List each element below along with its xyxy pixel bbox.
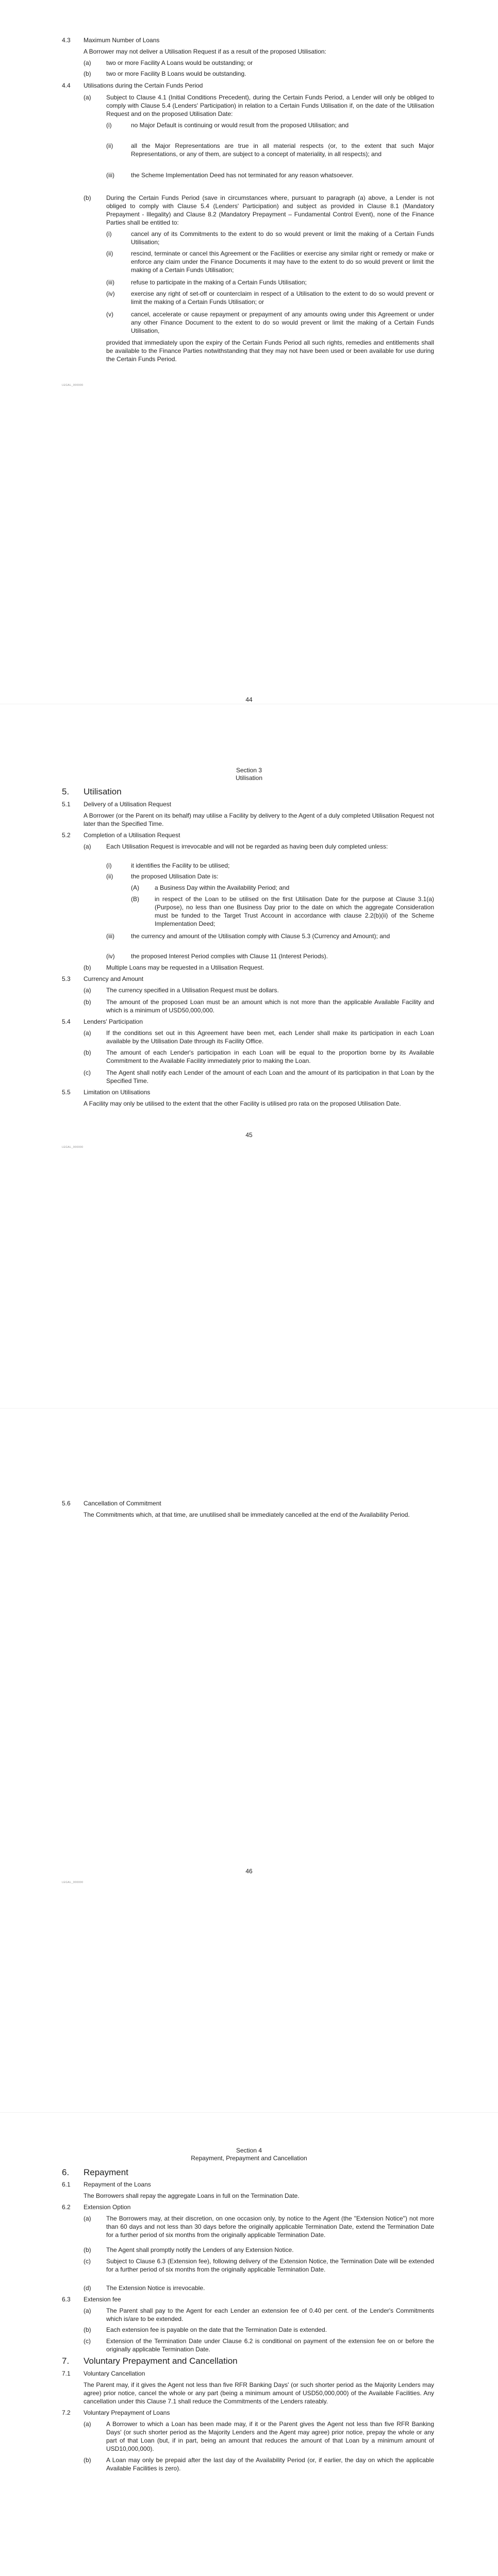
clause-number: 5.5 [62,1089,71,1096]
para-text: rescind, terminate or cancel this Agreement or the Facilities or exercise any similar right or remedy or make or enforce any claim under the Finance Documents it may have to the extent to do so would prevent or limit the making of a Certain Funds Utilisation; [131,250,434,274]
clause-text: A Borrower may not deliver a Utilisation Request if as a result of the proposed Utilisation: [84,48,326,55]
para-text: it identifies the Facility to be utilised; [131,862,230,869]
clause-number: 5.6 [62,1500,71,1507]
para-number: (d) [84,2284,91,2292]
heading-number: 6. [62,2167,70,2177]
para-text: all the Major Representations are true in all material respects (or, to the extent that such Major Representations, or any of them, are subject to a concept of materiality, in all respects); and [131,142,434,158]
para-number: (i) [106,862,112,869]
page-footer: LEGAL_000000 [62,384,84,387]
para-text: refuse to participate in the making of a Certain Funds Utilisation; [131,279,307,286]
heading-number: 5. [62,787,70,796]
clause-number: 5.3 [62,975,71,982]
page-number: 45 [245,1131,253,1139]
para-number: (a) [84,987,91,994]
para-number: (b) [84,2246,91,2253]
para-text: cancel any of its Commitments to the extent to do so would prevent or limit the making of a Certain Funds Utilisation; [131,230,434,246]
para-text: Subject to Clause 4.1 (Initial Conditions Precedent), during the Certain Funds Period, a Lender will only be obliged to comply with Clause 5.4 (Lenders' Participation) in relation to a Certain Funds Utilisation if, on the date of the Utilisation Request and on the proposed Utilisation Date: [106,94,434,117]
para-text: two or more Facility B Loans would be outstanding. [106,70,246,77]
heading-title: Repayment [84,2167,128,2177]
clause-number: 7.2 [62,2409,71,2416]
para-text: provided that immediately upon the expiry of the Certain Funds Period all such rights, remedies and entitlements shall be available to the Finance Parties notwithstanding that they may not have been used or been available for use during the Certain Funds Period. [106,339,434,363]
para-number: (iii) [106,279,114,286]
clause-title: Voluntary Prepayment of Loans [84,2409,170,2416]
para-text: two or more Facility A Loans would be outstanding; or [106,59,253,66]
para-number: (iv) [106,290,115,297]
clause-number: 4.4 [62,82,71,89]
para-text: The Extension Notice is irrevocable. [106,2284,205,2292]
section-title: Repayment, Prepayment and Cancellation [191,2155,307,2162]
section-heading: Section 4 [236,2147,262,2154]
para-text: Each Utilisation Request is irrevocable and will not be regarded as having been duly completed unless: [106,843,388,850]
para-number: (a) [84,2420,91,2428]
para-text: no Major Default is continuing or would result from the proposed Utilisation; and [131,122,349,129]
clause-number: 6.1 [62,2181,71,2188]
para-text: The Borrowers may, at their discretion, on one occasion only, by notice to the Agent (the "Extension Notice") not more than 60 days and not less than 30 days before the originally applicable Termination Date, extend the Termination Date for a further period of six months from the originally applicable Termination Date. [106,2215,434,2239]
clause-number: 5.4 [62,1018,71,1025]
para-number: (ii) [106,142,113,149]
clause-title: Cancellation of Commitment [84,1500,161,1507]
para-text: Each extension fee is payable on the date that the Termination Date is extended. [106,2326,327,2333]
clause-title: Extension fee [84,2296,121,2303]
heading-title: Voluntary Prepayment and Cancellation [84,2356,238,2366]
para-number: (b) [84,1049,91,1056]
para-number: (c) [84,2337,91,2345]
para-number: (a) [84,843,91,850]
clause-text: The Commitments which, at that time, are unutilised shall be immediately cancelled at the end of the Availability Period. [84,1511,410,1518]
para-number: (a) [84,59,91,66]
para-text: Extension of the Termination Date under Clause 6.2 is conditional on payment of the extension fee on or before the originally applicable Termination Date. [106,2337,434,2353]
clause-title: Completion of a Utilisation Request [84,832,180,839]
clause-title: Voluntary Cancellation [84,2370,145,2377]
clause-title: Maximum Number of Loans [84,37,160,44]
page-46 [0,1409,498,2112]
para-text: The Agent shall notify each Lender of the amount of each Loan and the amount of its participation in that Loan by the Specified Time. [106,1069,434,1084]
para-number: (iii) [106,933,114,940]
para-text: the proposed Interest Period complies with Clause 11 (Interest Periods). [131,953,328,960]
para-text: During the Certain Funds Period (save in circumstances where, pursuant to paragraph (a) above, a Lender is not obliged to comply with Clause 5.4 (Lenders' Participation) and subject as provided in Clause 8.1 (Mandatory Prepayment - Illegality) and Clause 8.2 (Mandatory Prepayment – Fundamental Control Event), none of the Finance Parties shall be entitled to: [106,194,434,226]
para-text: the proposed Utilisation Date is: [131,873,219,880]
para-text: A Loan may only be prepaid after the last day of the Availability Period (or, if earlier, the day on which the applicable Available Facilities is zero). [106,2456,434,2472]
page-footer: LEGAL_000000 [62,1881,84,1884]
para-number: (A) [131,884,139,891]
page-footer: LEGAL_000000 [62,1146,84,1149]
clause-number: 5.2 [62,832,71,839]
page-44 [0,0,498,703]
para-text: Multiple Loans may be requested in a Utilisation Request. [106,964,264,971]
page-47 [0,2113,498,2576]
para-text: in respect of the Loan to be utilised on the first Utilisation Date for the purpose at Clause 3.1(a) (Purpose), no less than one Business Day prior to the date on which the aggregate Consideration must be funded to the Target Trust Account in accordance with clause 2.2(b)(ii) of the Scheme Implementation Deed; [155,895,434,927]
heading-title: Utilisation [84,787,122,796]
clause-number: 5.1 [62,801,71,808]
para-number: (iv) [106,953,115,960]
clause-title: Extension Option [84,2204,131,2211]
para-text: If the conditions set out in this Agreement have been met, each Lender shall make its participation in each Loan available by the Utilisation Date through its Facility Office. [106,1029,434,1045]
para-number: (a) [84,94,91,101]
para-number: (c) [84,2258,91,2265]
para-number: (v) [106,311,113,318]
clause-text: The Parent may, if it gives the Agent not less than five RFR Banking Days' (or such shorter period as the Majority Lenders may agree) prior notice, cancel the whole or any part (being a minimum amount of USD50,000,000) of the Available Facilities. Any cancellation under this Clause 7.1 shall reduce the Commitments of the Lenders rateably. [84,2381,434,2405]
clause-number: 6.3 [62,2296,71,2303]
heading-number: 7. [62,2356,70,2366]
para-text: The amount of each Lender's participation in each Loan will be equal to the proportion borne by its Available Commitment to the Available Facility immediately prior to making the Loan. [106,1049,434,1064]
section-title: Utilisation [235,774,263,782]
para-text: the Scheme Implementation Deed has not terminated for any reason whatsoever. [131,172,354,179]
para-text: The Parent shall pay to the Agent for each Lender an extension fee of 0.40 per cent. of the Lender's Commitments which is/are to be extended. [106,2307,434,2323]
page-number: 46 [245,1868,253,1875]
para-number: (iii) [106,172,114,179]
para-number: (i) [106,230,112,238]
para-text: The currency specified in a Utilisation Request must be dollars. [106,987,279,994]
para-text: A Borrower to which a Loan has been made may, if it or the Parent gives the Agent not less than five RFR Banking Days' (or such shorter period as the Majority Lenders and the Agent may agree) prior notice, prepay the whole or any part of that Loan (but, if in part, being an amount that reduces the amount of that Loan by a minimum amount of USD10,000,000). [106,2420,434,2452]
para-number: (i) [106,122,112,129]
clause-text: A Facility may only be utilised to the extent that the other Facility is utilised pro rata on the proposed Utilisation Date. [84,1100,401,1107]
page-45 [0,704,498,1408]
clause-text: A Borrower (or the Parent on its behalf) may utilise a Facility by delivery to the Agent of a duly completed Utilisation Request not later than the Specified Time. [84,812,434,827]
para-text: cancel, accelerate or cause repayment or prepayment of any amounts owing under this Agreement or under any other Finance Document to the extent to do so would prevent or limit the making of a Certain Funds Utilisation, [131,311,434,334]
para-text: The Agent shall promptly notify the Lenders of any Extension Notice. [106,2246,294,2253]
clause-title: Utilisations during the Certain Funds Period [84,82,203,89]
clause-title: Limitation on Utilisations [84,1089,151,1096]
para-number: (ii) [106,250,113,257]
para-number: (b) [84,70,91,77]
clause-number: 4.3 [62,37,71,44]
para-text: a Business Day within the Availability Period; and [155,884,290,891]
clause-title: Lenders' Participation [84,1018,143,1025]
para-number: (a) [84,2307,91,2314]
para-number: (b) [84,964,91,971]
clause-number: 7.1 [62,2370,71,2377]
para-number: (c) [84,1069,91,1076]
clause-title: Repayment of the Loans [84,2181,151,2188]
para-number: (a) [84,2215,91,2222]
clause-number: 6.2 [62,2204,71,2211]
para-text: The amount of the proposed Loan must be an amount which is not more than the applicable Available Facility and which is a minimum of USD50,000,000. [106,998,434,1014]
para-number: (B) [131,895,139,903]
page-number: 44 [245,696,253,703]
para-number: (ii) [106,873,113,880]
para-number: (b) [84,2456,91,2464]
clause-title: Delivery of a Utilisation Request [84,801,172,808]
para-text: exercise any right of set-off or counterclaim in respect of a Utilisation to the extent to do so would prevent or limit the making of a Certain Funds Utilisation; or [131,290,434,306]
clause-text: The Borrowers shall repay the aggregate Loans in full on the Termination Date. [84,2192,300,2199]
section-heading: Section 3 [236,767,262,774]
para-number: (b) [84,998,91,1006]
clause-title: Currency and Amount [84,975,144,982]
para-number: (b) [84,194,91,201]
para-text: the currency and amount of the Utilisation comply with Clause 5.3 (Currency and Amount); and [131,933,390,940]
para-text: Subject to Clause 6.3 (Extension fee), following delivery of the Extension Notice, the Termination Date will be extended for a further period of six months from the originally applicable Termination Date. [106,2258,434,2273]
para-number: (b) [84,2326,91,2333]
para-number: (a) [84,1029,91,1037]
